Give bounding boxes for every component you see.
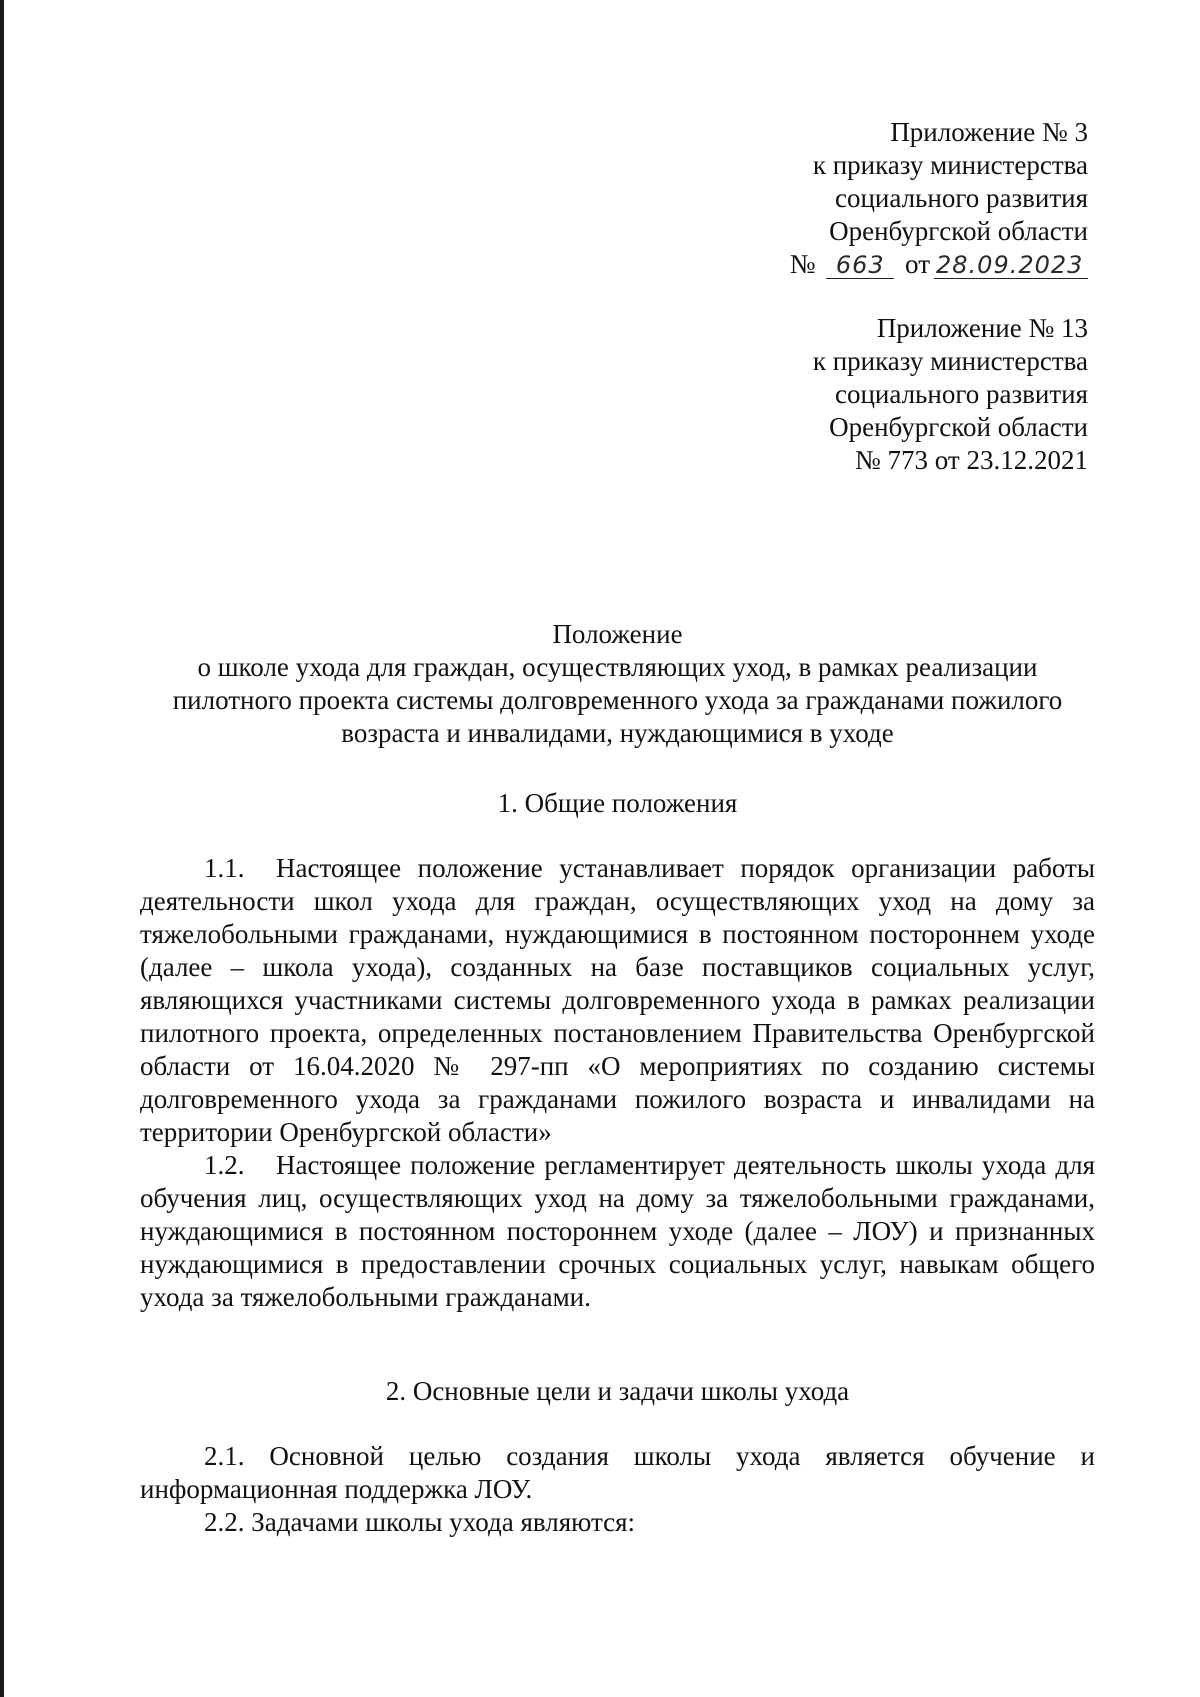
title-line-4: возраста и инвалидами, нуждающимися в уходе <box>341 718 894 748</box>
annex-3-title: Приложение № 3 <box>890 117 1088 147</box>
annex-13-title: Приложение № 13 <box>876 313 1088 343</box>
annex-13-line2: к приказу министерства <box>812 346 1088 376</box>
paragraph-1-2 <box>140 1149 1095 1314</box>
date-prefix: от <box>905 249 930 279</box>
paragraph-2-1: 2.1. Основной целью создания школы ухода является обучение и информационная поддержка ЛОУ. <box>140 1441 1095 1504</box>
scan-edge <box>0 0 4 1697</box>
document-title <box>140 618 1095 750</box>
paragraph-number: 1.1. <box>204 853 245 883</box>
handwritten-order-number: 663 <box>826 252 894 279</box>
section-1-heading: 1. Общие положения <box>497 788 738 818</box>
annex-13-line4: Оренбургской области <box>829 412 1088 442</box>
section-2-body <box>140 1440 1095 1539</box>
paragraph-text: Настоящее положение устанавливает порядок организации работы деятельности школ ухода для граждан, осуществляющих уход на дому за тяжелобольными гражданами, нуждающимися в постоянном постороннем уходе (далее – школа ухода), созданных на базе поставщиков социальных услуг, являющихся участниками системы долговременного ухода в рамках реализации пилотного проекта, определенных постановлением Правительства Оренбургской области от 16.04.2020 № 297-пп «О мероприятиях по созданию системы долговременного ухода за гражданами пожилого возраста и инвалидами на территории Оренбургской области» <box>140 853 1095 1147</box>
paragraph-number: 1.2. <box>204 1150 245 1180</box>
paragraph-text: Настоящее положение регламентирует деятельность школы ухода для обучения лиц, осуществляющих уход на дому за тяжелобольными гражданами, нуждающимися в постоянном постороннем уходе (далее – ЛОУ) и признанных нуждающимися в предоставлении срочных социальных услуг, навыкам общего ухода за тяжелобольными гражданами. <box>140 1150 1095 1312</box>
annex-3-order-line <box>790 248 1088 281</box>
title-line-3: пилотного проекта системы долговременного ухода за гражданами пожилого <box>172 685 1063 715</box>
annex-3-header <box>790 116 1088 281</box>
annex-13-header <box>813 312 1088 477</box>
title-line-1: Положение <box>552 619 683 649</box>
number-sign: № <box>789 249 816 279</box>
title-line-2: о школе ухода для граждан, осуществляющих уход, в рамках реализации <box>197 652 1038 682</box>
annex-13-order-line: № 773 от 23.12.2021 <box>855 445 1088 475</box>
handwritten-order-date: 28.09.2023 <box>934 252 1088 279</box>
annex-3-line4: Оренбургской области <box>829 216 1088 246</box>
paragraph-2-2: 2.2. Задачами школы ухода являются: <box>204 1507 636 1537</box>
annex-3-line2: к приказу министерства <box>812 150 1088 180</box>
section-1-body <box>140 852 1095 1314</box>
annex-3-line3: социального развития <box>834 183 1088 213</box>
section-2-heading: 2. Основные цели и задачи школы ухода <box>385 1376 850 1406</box>
annex-13-line3: социального развития <box>834 379 1088 409</box>
paragraph-1-1 <box>140 852 1095 1149</box>
